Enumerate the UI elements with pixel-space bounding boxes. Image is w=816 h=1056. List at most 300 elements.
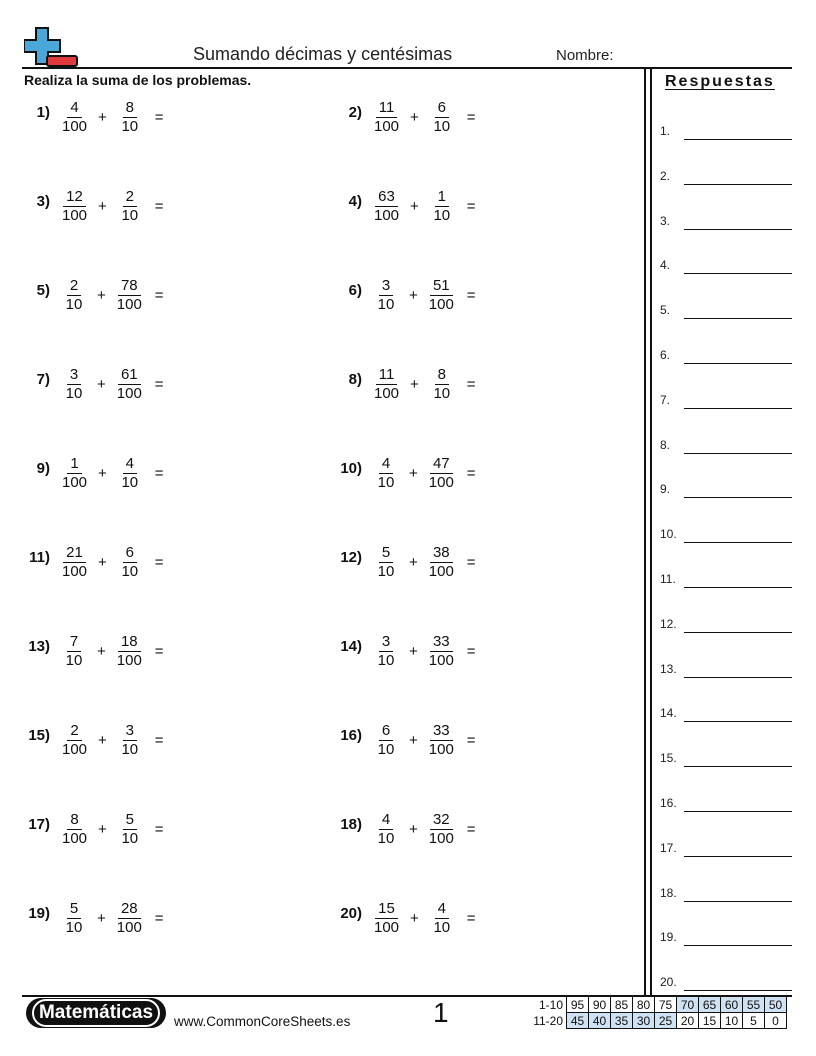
answer-number: 19.	[660, 930, 677, 944]
denominator: 10	[121, 206, 139, 224]
denominator: 100	[428, 473, 454, 491]
score-cell: 5	[743, 1013, 765, 1029]
problem-item	[340, 721, 476, 771]
answer-slot[interactable]	[660, 702, 792, 722]
equals-sign: =	[466, 286, 476, 304]
numerator: 8	[123, 99, 137, 118]
answer-slot[interactable]	[660, 344, 792, 364]
score-row-label: 1-10	[538, 997, 563, 1012]
answer-number: 8.	[660, 438, 671, 452]
problem-item	[340, 543, 476, 593]
numerator: 38	[430, 544, 453, 563]
answer-column-divider-inner	[650, 68, 652, 996]
problem-item	[36, 454, 164, 504]
fraction	[113, 277, 146, 314]
problem-expression	[58, 273, 164, 317]
problem-item	[29, 543, 164, 593]
answer-number: 16.	[660, 796, 677, 810]
plus-operator: +	[98, 731, 107, 749]
plus-operator: +	[97, 286, 106, 304]
numerator: 47	[430, 455, 453, 474]
score-cell: 20	[677, 1013, 699, 1029]
numerator: 5	[67, 900, 81, 919]
numerator: 3	[123, 722, 137, 741]
problem-number: 11)	[29, 549, 50, 566]
denominator: 10	[121, 117, 139, 135]
instructions: Realiza la suma de los problemas.	[24, 72, 252, 88]
plus-operator: +	[409, 820, 418, 838]
numerator: 3	[379, 277, 393, 296]
problem-item	[36, 365, 164, 415]
answer-line	[684, 229, 792, 230]
problem-expression	[58, 451, 164, 495]
score-cell: 10	[721, 1013, 743, 1029]
answer-line	[684, 184, 792, 185]
page-number: 1	[433, 997, 449, 1028]
answer-slot[interactable]	[660, 882, 792, 902]
score-row	[527, 997, 787, 1013]
problem-number: 15)	[28, 727, 50, 744]
equals-sign: =	[154, 108, 164, 126]
score-cell: 45	[567, 1013, 589, 1029]
numerator: 2	[67, 722, 81, 741]
denominator: 10	[433, 117, 451, 135]
numerator: 5	[379, 544, 393, 563]
numerator: 5	[123, 811, 137, 830]
denominator: 10	[65, 295, 83, 313]
site-url: www.CommonCoreSheets.es	[174, 1014, 351, 1029]
fraction	[426, 99, 458, 136]
fraction	[58, 544, 91, 581]
numerator: 7	[67, 633, 81, 652]
answer-number: 12.	[660, 617, 677, 631]
problem-expression	[58, 95, 164, 139]
answer-slot[interactable]	[660, 523, 792, 543]
denominator: 100	[62, 562, 88, 580]
answer-slot[interactable]	[660, 837, 792, 857]
numerator: 63	[375, 188, 398, 207]
answer-line	[684, 273, 792, 274]
answer-slot[interactable]	[660, 658, 792, 678]
plus-operator: +	[410, 375, 419, 393]
fraction	[58, 188, 91, 225]
equals-sign: =	[466, 197, 476, 215]
plus-operator: +	[98, 820, 107, 838]
denominator: 100	[116, 651, 142, 669]
answer-number: 6.	[660, 348, 671, 362]
problem-number: 14)	[340, 638, 362, 655]
answer-number: 2.	[660, 169, 671, 183]
answer-number: 7.	[660, 393, 671, 407]
name-label: Nombre:	[556, 47, 614, 64]
fraction	[58, 277, 90, 314]
problem-number: 12)	[340, 549, 362, 566]
problem-expression	[370, 95, 476, 139]
plus-operator: +	[409, 286, 418, 304]
problem-number: 17)	[28, 816, 50, 833]
answer-slot[interactable]	[660, 254, 792, 274]
fraction	[58, 366, 90, 403]
answer-slot[interactable]	[660, 389, 792, 409]
score-cell: 70	[677, 997, 699, 1013]
answer-number: 20.	[660, 975, 677, 989]
problem-item	[348, 98, 476, 148]
answer-slot[interactable]	[660, 120, 792, 140]
denominator: 100	[62, 473, 88, 491]
score-cell: 75	[655, 997, 677, 1013]
numerator: 11	[376, 99, 398, 118]
answer-number: 15.	[660, 751, 677, 765]
plus-operator: +	[410, 909, 419, 927]
numerator: 1	[435, 188, 449, 207]
fraction	[114, 811, 146, 848]
fraction	[58, 455, 91, 492]
problem-number: 9)	[36, 460, 50, 477]
equals-sign: =	[466, 464, 476, 482]
answer-slot[interactable]	[660, 926, 792, 946]
answer-line	[684, 587, 792, 588]
score-cell: 80	[633, 997, 655, 1013]
fraction	[113, 900, 146, 937]
answer-slot[interactable]	[660, 434, 792, 454]
equals-sign: =	[466, 642, 476, 660]
equals-sign: =	[466, 820, 476, 838]
equals-sign: =	[154, 464, 164, 482]
answer-number: 5.	[660, 303, 671, 317]
answer-number: 4.	[660, 258, 671, 272]
equals-sign: =	[466, 108, 476, 126]
fraction	[426, 900, 458, 937]
fraction	[113, 366, 146, 403]
score-row-label: 11-20	[533, 1013, 563, 1028]
numerator: 3	[379, 633, 393, 652]
equals-sign: =	[154, 553, 164, 571]
score-cell: 30	[633, 1013, 655, 1029]
denominator: 100	[116, 384, 142, 402]
fraction	[58, 811, 91, 848]
problem-item	[28, 899, 164, 949]
fraction	[370, 633, 402, 670]
fraction	[370, 188, 403, 225]
denominator: 100	[374, 206, 400, 224]
answer-line	[684, 811, 792, 812]
numerator: 4	[379, 455, 393, 474]
problem-item	[340, 632, 476, 682]
answer-slot[interactable]	[660, 165, 792, 185]
denominator: 100	[428, 740, 454, 758]
denominator: 10	[377, 562, 395, 580]
denominator: 10	[121, 473, 139, 491]
problem-expression	[370, 451, 476, 495]
denominator: 10	[377, 740, 395, 758]
answer-slot[interactable]	[660, 971, 792, 991]
denominator: 10	[377, 829, 395, 847]
problem-number: 6)	[348, 282, 362, 299]
fraction	[370, 900, 403, 937]
problem-item	[340, 899, 476, 949]
denominator: 10	[121, 740, 139, 758]
equals-sign: =	[154, 820, 164, 838]
answer-number: 3.	[660, 214, 671, 228]
answer-number: 14.	[660, 706, 677, 720]
answer-line	[684, 632, 792, 633]
fraction	[370, 277, 402, 314]
equals-sign: =	[466, 731, 476, 749]
denominator: 100	[62, 740, 88, 758]
denominator: 100	[116, 295, 142, 313]
numerator: 15	[375, 900, 398, 919]
problem-expression	[370, 629, 476, 673]
denominator: 10	[433, 918, 451, 936]
answer-line	[684, 945, 792, 946]
answer-slot[interactable]	[660, 613, 792, 633]
numerator: 4	[379, 811, 393, 830]
answers-heading: Respuestas	[665, 73, 775, 90]
numerator: 21	[63, 544, 86, 563]
answer-line	[684, 363, 792, 364]
denominator: 10	[377, 473, 395, 491]
fraction	[114, 544, 146, 581]
problem-expression	[370, 807, 476, 851]
denominator: 10	[377, 651, 395, 669]
problem-expression	[370, 362, 476, 406]
denominator: 100	[428, 562, 454, 580]
answer-number: 1.	[660, 124, 671, 138]
problem-expression	[58, 362, 164, 406]
fraction	[425, 455, 458, 492]
fraction	[58, 900, 90, 937]
problem-number: 5)	[36, 282, 50, 299]
numerator: 6	[379, 722, 393, 741]
denominator: 10	[377, 295, 395, 313]
denominator: 100	[116, 918, 142, 936]
fraction	[370, 366, 403, 403]
fraction	[114, 99, 146, 136]
problem-number: 10)	[340, 460, 362, 477]
answer-line	[684, 318, 792, 319]
problem-item	[28, 721, 164, 771]
fraction	[370, 811, 402, 848]
equals-sign: =	[154, 375, 164, 393]
problem-number: 3)	[36, 193, 50, 210]
equals-sign: =	[154, 286, 164, 304]
fraction	[370, 722, 402, 759]
answer-line	[684, 856, 792, 857]
brand-label: Matemáticas	[32, 999, 160, 1027]
answer-line	[684, 721, 792, 722]
answer-slot[interactable]	[660, 792, 792, 812]
equals-sign: =	[466, 375, 476, 393]
problem-expression	[370, 896, 476, 940]
fraction	[426, 366, 458, 403]
problem-expression	[58, 718, 164, 762]
problem-number: 20)	[340, 905, 362, 922]
answer-slot[interactable]	[660, 299, 792, 319]
answer-slot[interactable]	[660, 210, 792, 230]
denominator: 10	[433, 206, 451, 224]
problem-expression	[58, 540, 164, 584]
denominator: 100	[428, 295, 454, 313]
fraction	[425, 277, 458, 314]
plus-operator: +	[98, 108, 107, 126]
denominator: 10	[65, 384, 83, 402]
fraction	[114, 455, 146, 492]
score-cell: 65	[699, 997, 721, 1013]
score-cell: 40	[589, 1013, 611, 1029]
plus-operator: +	[409, 553, 418, 571]
numerator: 8	[67, 811, 81, 830]
denominator: 100	[374, 918, 400, 936]
numerator: 33	[430, 633, 453, 652]
problem-number: 19)	[28, 905, 50, 922]
numerator: 33	[430, 722, 453, 741]
plus-operator: +	[97, 375, 106, 393]
plus-operator: +	[98, 197, 107, 215]
problem-number: 2)	[348, 104, 362, 121]
numerator: 2	[67, 277, 81, 296]
numerator: 78	[118, 277, 141, 296]
score-cell: 85	[611, 997, 633, 1013]
problem-item	[36, 276, 164, 326]
score-table	[527, 996, 787, 1029]
answer-line	[684, 139, 792, 140]
answer-number: 18.	[660, 886, 677, 900]
plus-minus-logo-icon	[24, 26, 80, 68]
denominator: 10	[65, 651, 83, 669]
numerator: 28	[118, 900, 141, 919]
numerator: 6	[435, 99, 449, 118]
score-cell: 55	[743, 997, 765, 1013]
answer-number: 17.	[660, 841, 677, 855]
fraction	[425, 633, 458, 670]
problem-expression	[370, 540, 476, 584]
numerator: 12	[63, 188, 86, 207]
problem-number: 4)	[348, 193, 362, 210]
problem-expression	[58, 896, 164, 940]
problem-item	[348, 276, 476, 326]
fraction	[58, 633, 90, 670]
problem-item	[348, 365, 476, 415]
numerator: 4	[67, 99, 81, 118]
score-cell: 90	[589, 997, 611, 1013]
fraction	[370, 544, 402, 581]
answer-slot[interactable]	[660, 478, 792, 498]
plus-operator: +	[98, 464, 107, 482]
denominator: 100	[374, 117, 400, 135]
denominator: 10	[65, 918, 83, 936]
score-cell: 35	[611, 1013, 633, 1029]
fraction	[426, 188, 458, 225]
equals-sign: =	[154, 197, 164, 215]
equals-sign: =	[466, 909, 476, 927]
answer-line	[684, 408, 792, 409]
plus-operator: +	[410, 108, 419, 126]
score-cell: 60	[721, 997, 743, 1013]
fraction	[58, 99, 91, 136]
problem-number: 13)	[28, 638, 50, 655]
score-cell: 50	[765, 997, 787, 1013]
denominator: 100	[62, 206, 88, 224]
problem-expression	[58, 629, 164, 673]
fraction	[370, 455, 402, 492]
answer-line	[684, 766, 792, 767]
answer-number: 9.	[660, 482, 671, 496]
score-cell: 25	[655, 1013, 677, 1029]
problem-expression	[58, 184, 164, 228]
fraction	[370, 99, 403, 136]
answer-line	[684, 990, 792, 991]
fraction	[58, 722, 91, 759]
plus-operator: +	[97, 909, 106, 927]
problem-number: 8)	[348, 371, 362, 388]
numerator: 4	[435, 900, 449, 919]
score-cell: 0	[765, 1013, 787, 1029]
answer-number: 11.	[660, 572, 676, 586]
numerator: 1	[67, 455, 81, 474]
fraction	[114, 188, 146, 225]
score-cell: 15	[699, 1013, 721, 1029]
problem-item	[36, 98, 164, 148]
numerator: 61	[118, 366, 141, 385]
denominator: 100	[62, 117, 88, 135]
answer-line	[684, 677, 792, 678]
problem-item	[28, 632, 164, 682]
plus-operator: +	[409, 731, 418, 749]
equals-sign: =	[154, 731, 164, 749]
header-rule	[22, 67, 792, 69]
answer-line	[684, 542, 792, 543]
worksheet-title: Sumando décimas y centésimas	[193, 44, 453, 64]
answer-slot[interactable]	[660, 568, 792, 588]
numerator: 18	[118, 633, 141, 652]
plus-operator: +	[98, 553, 107, 571]
answer-number: 10.	[660, 527, 677, 541]
problem-number: 18)	[340, 816, 362, 833]
fraction	[113, 633, 146, 670]
fraction	[425, 722, 458, 759]
problem-item	[340, 454, 476, 504]
answer-slot[interactable]	[660, 747, 792, 767]
score-cell: 95	[567, 997, 589, 1013]
denominator: 10	[433, 384, 451, 402]
denominator: 100	[428, 829, 454, 847]
problem-expression	[58, 807, 164, 851]
numerator: 8	[435, 366, 449, 385]
denominator: 10	[121, 829, 139, 847]
fraction	[114, 722, 146, 759]
denominator: 100	[374, 384, 400, 402]
fraction	[425, 544, 458, 581]
denominator: 10	[121, 562, 139, 580]
plus-operator: +	[97, 642, 106, 660]
answer-number: 13.	[660, 662, 677, 676]
numerator: 3	[67, 366, 81, 385]
plus-operator: +	[409, 642, 418, 660]
numerator: 6	[123, 544, 137, 563]
answer-column-divider	[644, 68, 646, 996]
problem-number: 16)	[340, 727, 362, 744]
plus-operator: +	[409, 464, 418, 482]
brand-badge	[26, 998, 166, 1028]
numerator: 32	[430, 811, 453, 830]
problem-item	[340, 810, 476, 860]
plus-operator: +	[410, 197, 419, 215]
equals-sign: =	[154, 642, 164, 660]
problem-item	[28, 810, 164, 860]
answer-line	[684, 453, 792, 454]
denominator: 100	[62, 829, 88, 847]
equals-sign: =	[466, 553, 476, 571]
